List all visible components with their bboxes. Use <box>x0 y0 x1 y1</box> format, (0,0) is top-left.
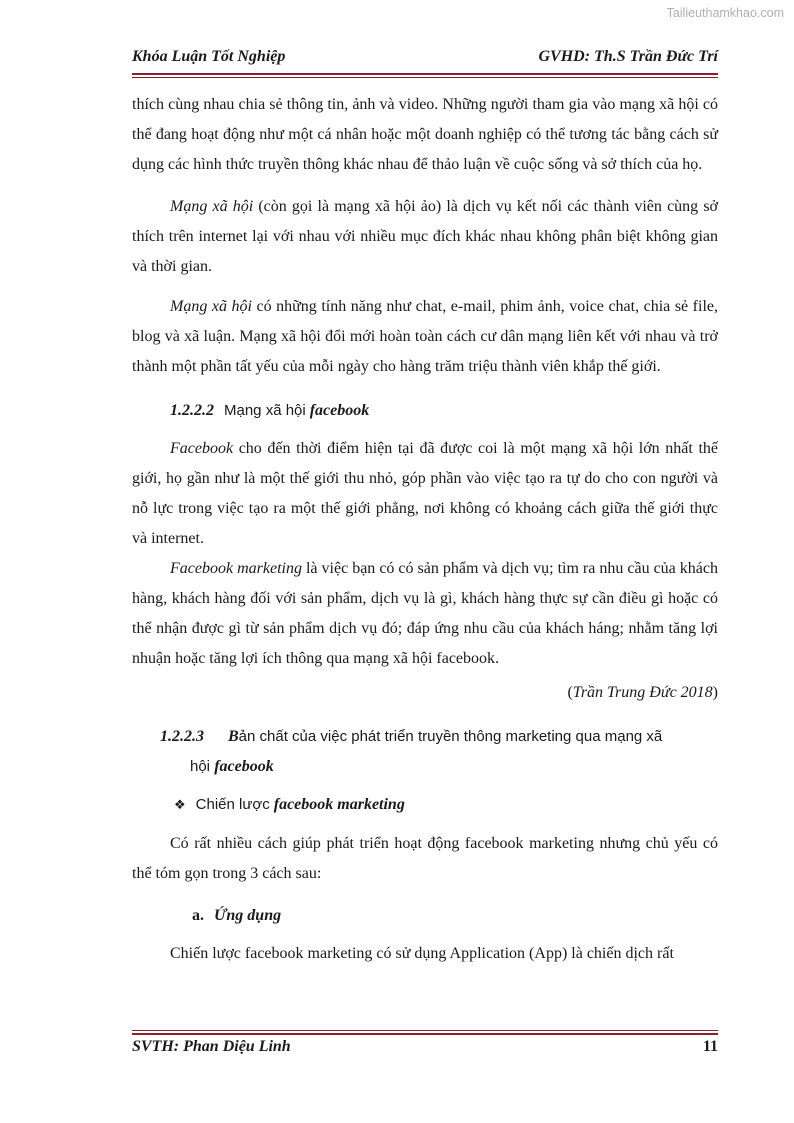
watermark: Tailieuthamkhao.com <box>666 6 784 20</box>
subheading-text: Ứng dụng <box>214 907 282 924</box>
section-title-text: ản chất của việc phát triển truyền thông marketing qua mạng xã <box>238 728 663 745</box>
header-advisor: GVHD: Th.S Trần Đức Trí <box>538 48 718 65</box>
paragraph-term: Mạng xã hội <box>170 198 254 215</box>
paragraph-text: là việc bạn có có sản phẩm và dịch vụ; tìm ra nhu cầu của khách hàng, khách hàng đối với sản phẩm, dịch vụ là gì, khách hàng thực sự cần điều gì hoặc có thể nhận được gì từ sản phẩm dịch vụ đó; đáp ứng nhu cầu của khách háng; nhằm tăng lợi nhuận hoặc tăng lợi ích thông qua mạng xã hội facebook. <box>132 560 719 667</box>
citation-text: Trần Trung Đức 2018 <box>572 684 713 701</box>
subheading-a <box>192 901 718 931</box>
paragraph: Có rất nhiều cách giúp phát triển hoạt động facebook marketing nhưng chủ yếu có thể tóm gọn trong 3 cách sau: <box>132 835 718 882</box>
section-number: 1.2.2.2 <box>170 402 214 419</box>
page-footer <box>132 1038 718 1056</box>
paragraph-term: Facebook marketing <box>170 560 302 577</box>
bullet-title-emphasis: facebook marketing <box>273 796 405 813</box>
strategy-bullet-heading <box>174 790 718 821</box>
subheading-label: a. <box>192 907 204 924</box>
section-title-cont-text: hội <box>190 758 211 775</box>
paragraph-text: có những tính năng như chat, e-mail, phim ảnh, voice chat, chia sẻ file, blog và xã luận. Mạng xã hội đổi mới hoàn toàn cách cư dân mạng liên kết với nhau và trở thành một phần tất yếu của mỗi ngày cho hàng trăm triệu thành viên khắp thế giới. <box>132 298 718 375</box>
bullet-title: Chiến lược <box>195 796 270 813</box>
paragraph-term: Mạng xã hội <box>170 298 252 315</box>
section-title-emphasis: facebook <box>214 758 274 775</box>
section-title-initial: B <box>228 728 239 745</box>
paragraph <box>132 292 718 382</box>
section-heading-1-2-2-2 <box>170 396 718 426</box>
page-header <box>132 48 718 66</box>
header-thesis-title: Khóa Luận Tốt Nghiệp <box>132 48 286 65</box>
page-number: 11 <box>702 1038 718 1055</box>
section-title-continuation <box>190 752 718 782</box>
paragraph: Chiến lược facebook marketing có sử dụng Application (App) là chiến dịch rất <box>170 945 674 962</box>
section-title: Mạng xã hội <box>224 402 306 419</box>
footer-rule <box>132 1030 718 1035</box>
paragraph-text: cho đến thời điểm hiện tại đã được coi là một mạng xã hội lớn nhất thế giới, họ gần như là một thế giới thu nhỏ, góp phần vào việc tạo ra tự do cho con người và nỗ lực trong việc tạo ra một thế giới phẳng, nơi không có khoảng cách giữa thế giới thực và internet. <box>132 440 718 547</box>
footer-student: SVTH: Phan Diệu Linh <box>132 1038 291 1055</box>
paragraph <box>132 434 718 554</box>
paragraph <box>132 554 718 674</box>
header-rule <box>132 73 718 78</box>
section-number: 1.2.2.3 <box>160 728 204 745</box>
paragraph-text: (còn gọi là mạng xã hội ảo) là dịch vụ kết nối các thành viên cùng sở thích trên internet lại với nhau với nhiều mục đích khác nhau không phân biệt không gian và thời gian. <box>132 198 719 275</box>
section-title <box>190 722 718 782</box>
page-body <box>132 90 718 969</box>
citation: (Trần Trung Đức 2018) <box>567 684 718 701</box>
paragraph <box>132 192 718 282</box>
paragraph: thích cùng nhau chia sẻ thông tin, ảnh và video. Những người tham gia vào mạng xã hội có thể đang hoạt động như một cá nhân hoặc một doanh nghiệp có thể tương tác bằng cách sử dụng các hình thức truyền thông khác nhau để thảo luận về cuộc sống và sở thích của họ. <box>132 96 718 173</box>
section-title-emphasis: facebook <box>309 402 370 419</box>
section-heading-1-2-2-3 <box>160 722 718 782</box>
diamond-bullet-icon: ❖ <box>174 798 186 813</box>
paragraph-term: Facebook <box>170 440 234 457</box>
